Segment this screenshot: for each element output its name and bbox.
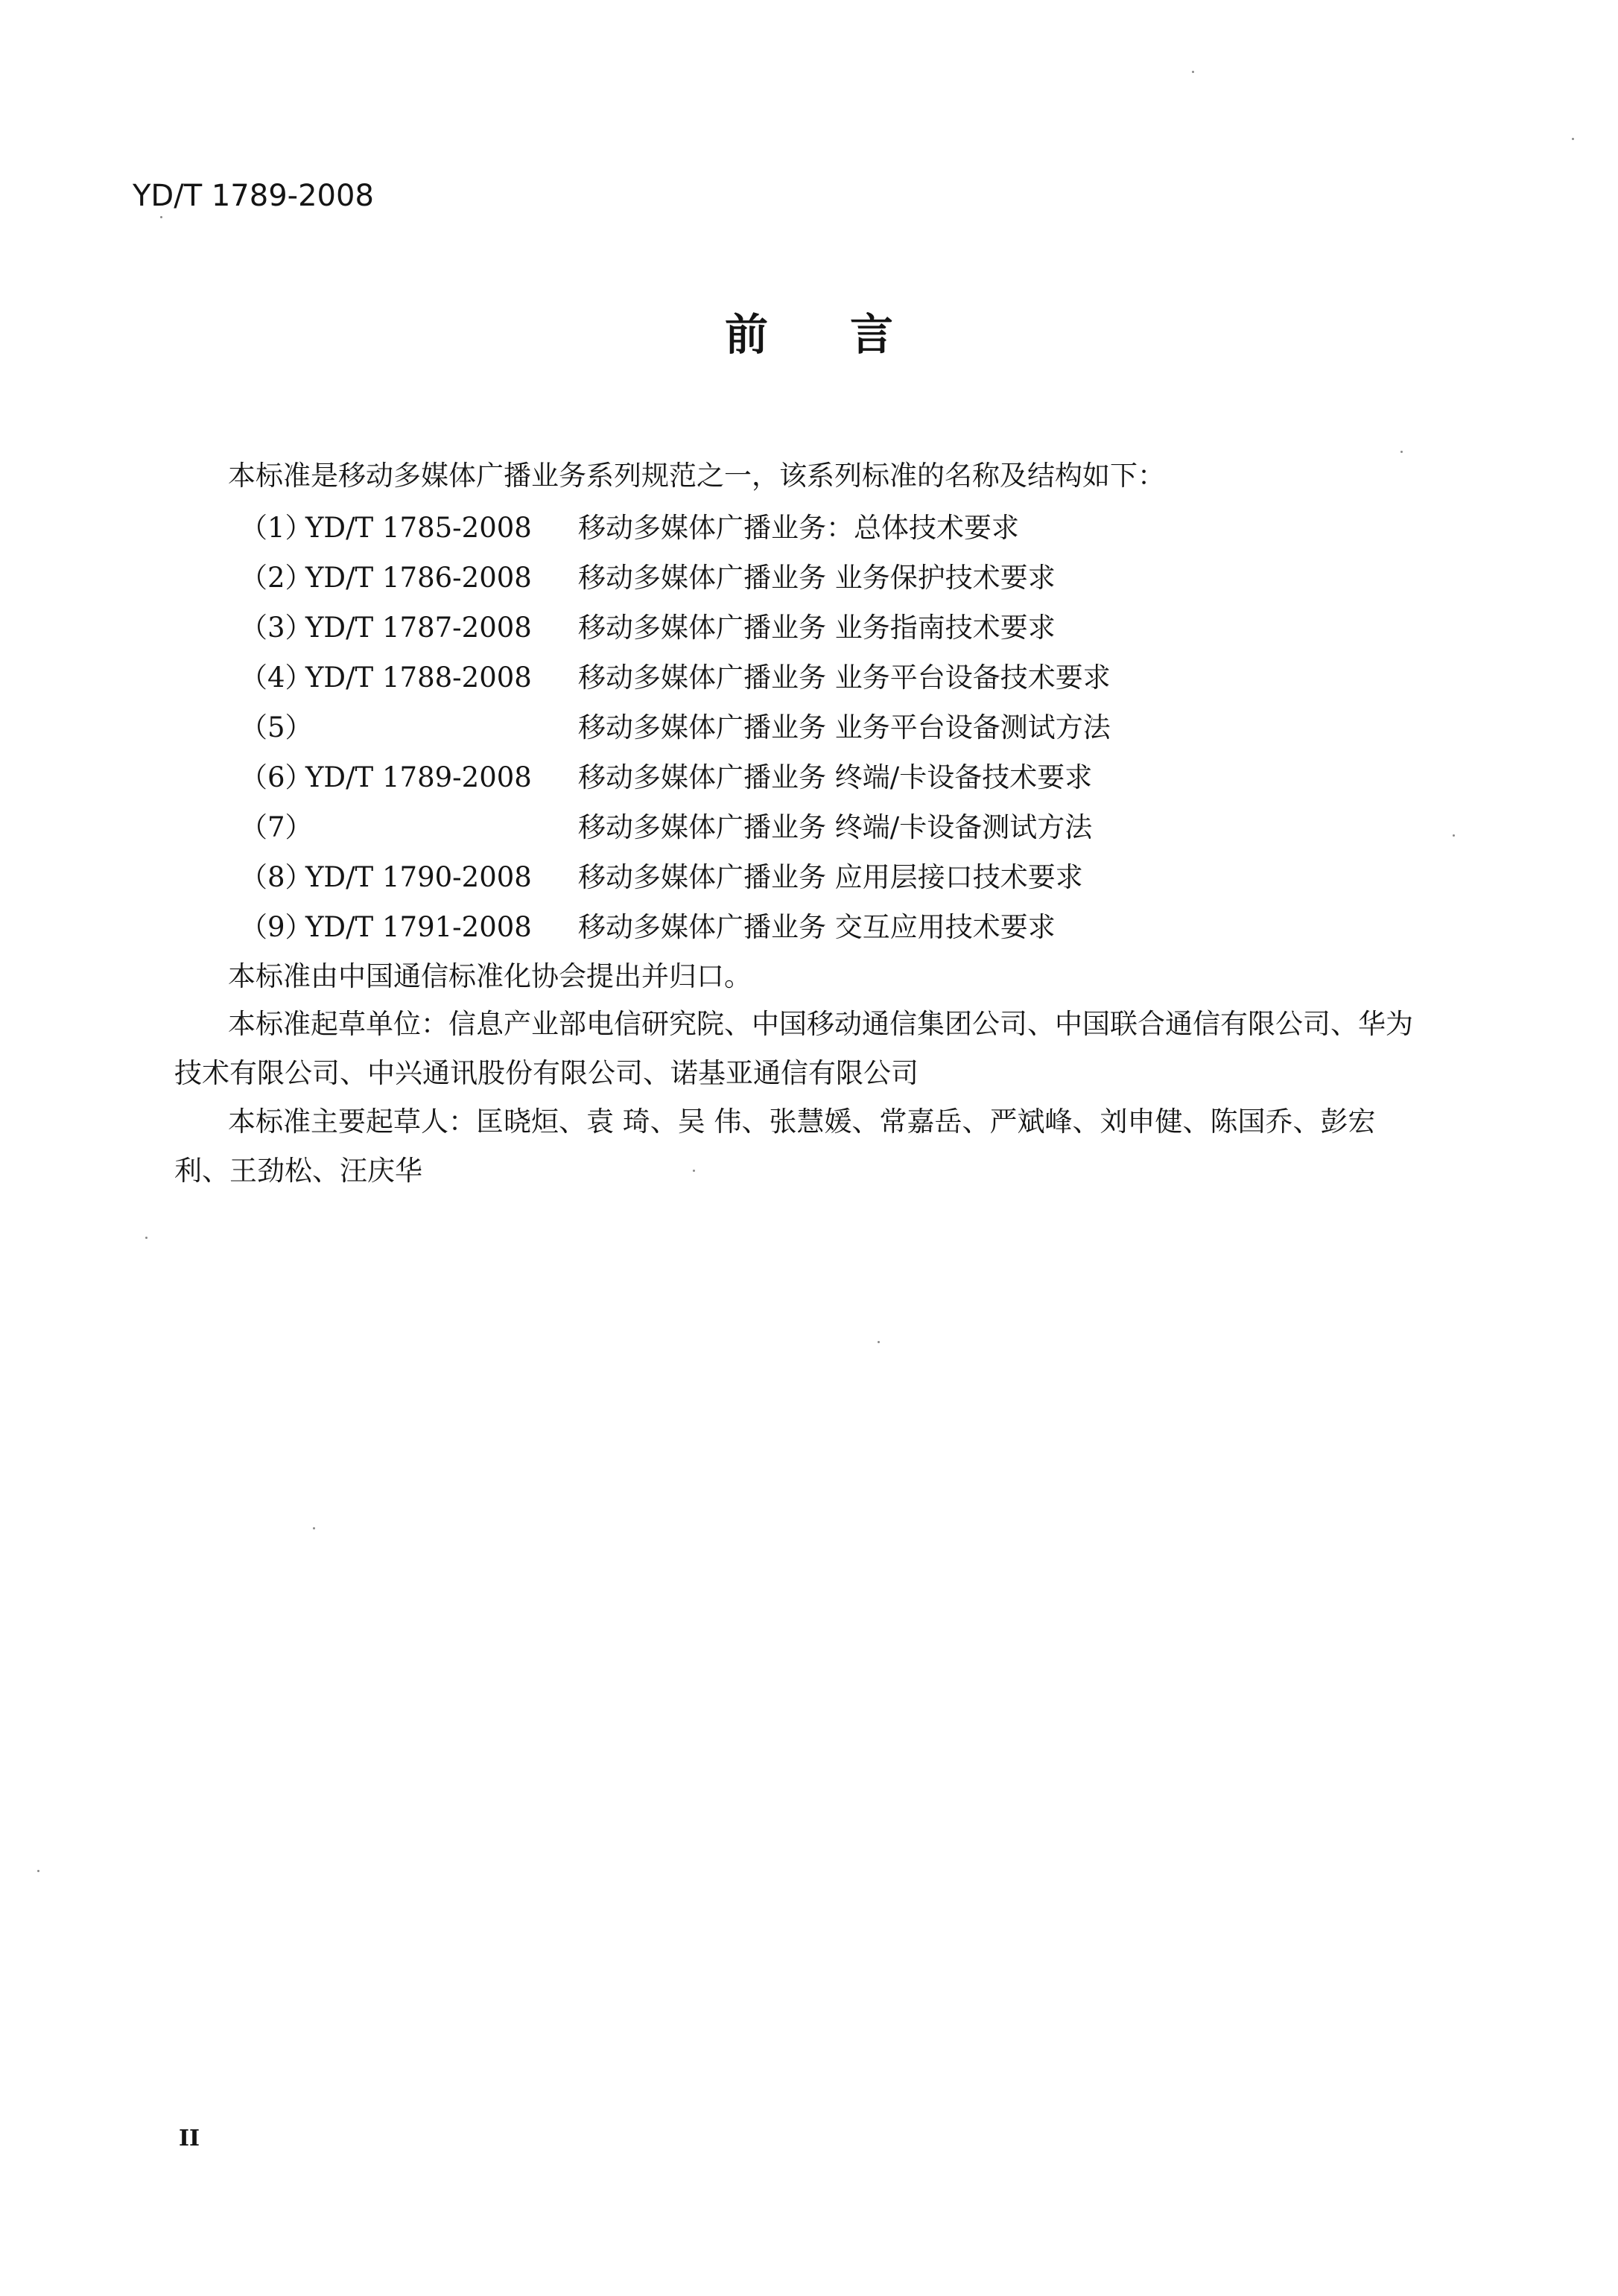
series-item-code: YD/T 1786-2008 bbox=[305, 562, 532, 594]
series-item-number: （9） bbox=[240, 911, 313, 943]
series-item-name: 移动多媒体广播业务 应用层接口技术要求 bbox=[578, 861, 1083, 893]
series-list-item bbox=[240, 811, 1208, 843]
page-title: 前言 bbox=[724, 309, 975, 360]
series-item-code: YD/T 1788-2008 bbox=[305, 662, 532, 694]
series-item-number: （6） bbox=[240, 761, 313, 793]
series-item-name: 移动多媒体广播业务 终端/卡设备测试方法 bbox=[578, 811, 1093, 843]
series-list-item bbox=[240, 863, 1208, 893]
scan-speck bbox=[693, 1170, 695, 1172]
drafters-line-1: 本标准主要起草人：匡晓烜、袁 琦、吴 伟、张慧媛、常嘉岳、严斌峰、刘申健、陈国乔、彭宏 bbox=[228, 1106, 1376, 1138]
series-item-number: （8） bbox=[240, 861, 313, 893]
scan-speck bbox=[37, 1870, 39, 1872]
scan-speck bbox=[878, 1341, 880, 1343]
standard-code-header: YD/T 1789-2008 bbox=[133, 179, 374, 213]
series-list-item bbox=[240, 614, 1208, 644]
series-item-name: 移动多媒体广播业务 业务指南技术要求 bbox=[578, 612, 1056, 644]
series-item-name: 移动多媒体广播业务 交互应用技术要求 bbox=[578, 911, 1056, 943]
scan-speck bbox=[145, 1237, 147, 1239]
page-number: II bbox=[179, 2125, 200, 2151]
scan-speck bbox=[1192, 71, 1194, 73]
series-list-item bbox=[240, 514, 1208, 544]
series-item-number: （1） bbox=[240, 512, 313, 544]
proposer-paragraph: 本标准由中国通信标准化协会提出并归口。 bbox=[228, 960, 752, 992]
series-list-item bbox=[240, 913, 1208, 943]
series-list-item bbox=[240, 664, 1208, 694]
series-list-item bbox=[240, 564, 1208, 594]
series-item-code: YD/T 1787-2008 bbox=[305, 612, 532, 644]
intro-paragraph: 本标准是移动多媒体广播业务系列规范之一，该系列标准的名称及结构如下： bbox=[228, 460, 1165, 492]
scan-speck bbox=[1400, 451, 1403, 453]
series-item-name: 移动多媒体广播业务：总体技术要求 bbox=[578, 512, 1019, 544]
series-item-name: 移动多媒体广播业务 业务平台设备测试方法 bbox=[578, 711, 1111, 743]
series-item-number: （4） bbox=[240, 662, 313, 694]
series-item-name: 移动多媒体广播业务 终端/卡设备技术要求 bbox=[578, 761, 1093, 793]
drafting-units-line-2: 技术有限公司、中兴通讯股份有限公司、诺基亚通信有限公司 bbox=[174, 1057, 919, 1089]
scan-speck bbox=[160, 216, 162, 218]
series-item-number: （3） bbox=[240, 612, 313, 644]
series-list-item bbox=[240, 711, 1208, 743]
series-item-number: （5） bbox=[240, 711, 313, 743]
series-item-number: （2） bbox=[240, 562, 313, 594]
series-item-name: 移动多媒体广播业务 业务保护技术要求 bbox=[578, 562, 1056, 594]
scan-speck bbox=[1572, 138, 1574, 140]
series-item-code: YD/T 1790-2008 bbox=[305, 861, 532, 893]
series-item-code: YD/T 1785-2008 bbox=[305, 512, 532, 544]
series-item-code: YD/T 1789-2008 bbox=[305, 761, 532, 793]
series-item-number: （7） bbox=[240, 811, 313, 843]
series-item-code: YD/T 1791-2008 bbox=[305, 911, 532, 943]
drafters-line-2: 利、王劲松、汪庆华 bbox=[174, 1155, 422, 1187]
series-item-name: 移动多媒体广播业务 业务平台设备技术要求 bbox=[578, 662, 1111, 694]
scan-speck bbox=[313, 1527, 315, 1529]
series-list-item bbox=[240, 761, 1208, 793]
scan-speck bbox=[1453, 834, 1455, 837]
drafting-units-line-1: 本标准起草单位：信息产业部电信研究院、中国移动通信集团公司、中国联合通信有限公司、华为 bbox=[228, 1008, 1413, 1040]
